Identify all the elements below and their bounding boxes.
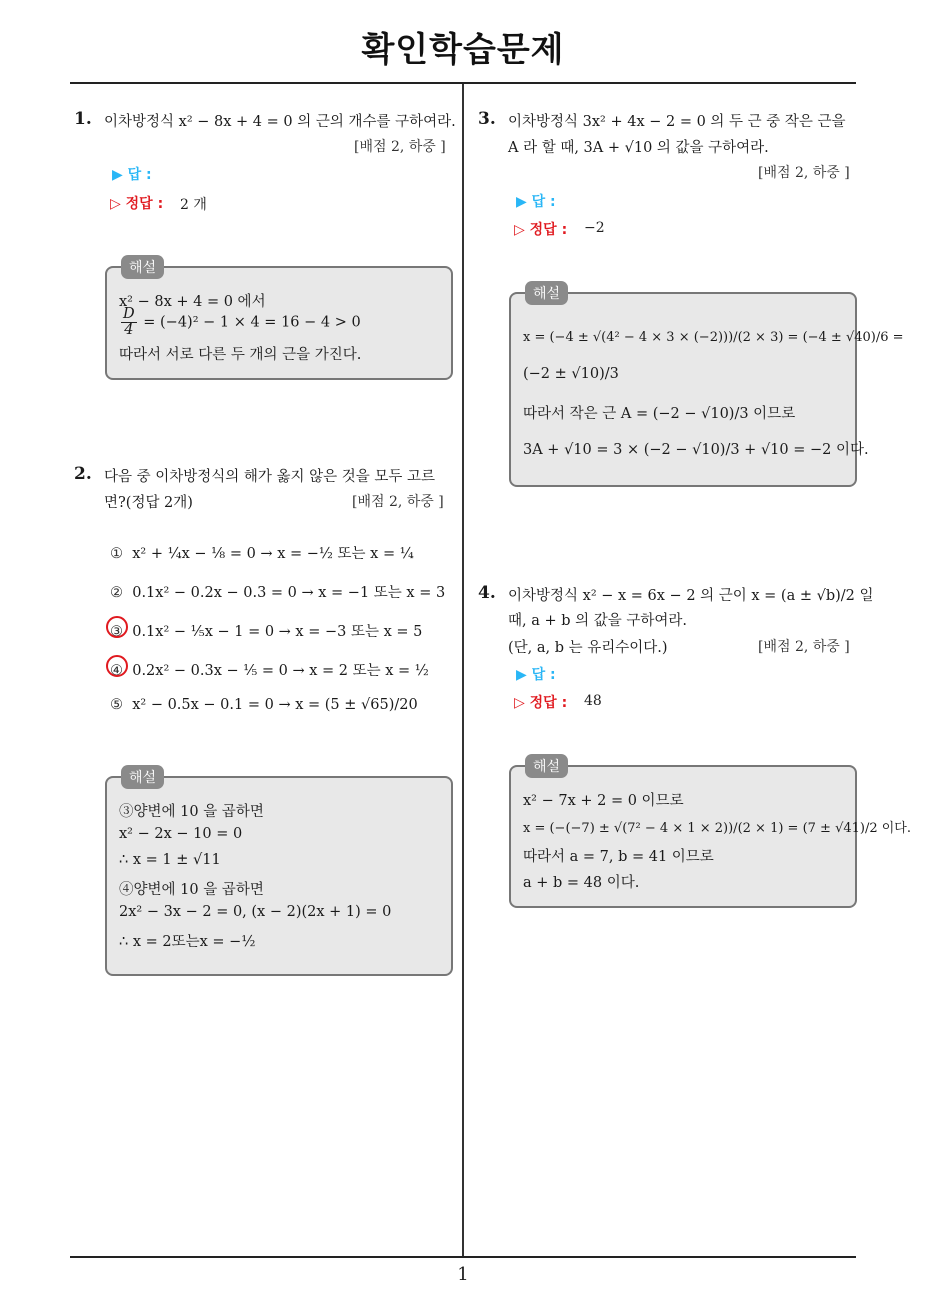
solution-line: ③양변에 10 을 곱하면: [119, 804, 264, 820]
choice-2: ② 0.1x² − 0.2x − 0.3 = 0 → x = −1 또는 x = 3: [110, 585, 446, 601]
solution-line: x² − 7x + 2 = 0 이므로: [523, 793, 684, 809]
solution-line: x = (−4 ± √(4² − 4 × 3 × (−2)))/(2 × 3) = (−4 ± √40)/6 =: [523, 330, 904, 345]
solution-tag: 해설: [121, 765, 164, 789]
solution-tag: 해설: [525, 754, 568, 778]
question-number: 2.: [74, 464, 92, 484]
solution-line: ④양변에 10 을 곱하면: [119, 882, 264, 898]
question-text: (단, a, b 는 유리수이다.): [508, 640, 668, 656]
bottom-rule: [70, 1256, 856, 1258]
choice-1: ① x² + ¼x − ⅛ = 0 → x = −½ 또는 x = ¼: [110, 546, 414, 562]
correct-label: ▷ 정답 :: [514, 222, 568, 238]
solution-line: x² − 2x − 10 = 0: [119, 826, 243, 842]
column-divider: [462, 84, 464, 1256]
question-text: 이차방정식 3x² + 4x − 2 = 0 의 두 근 중 작은 근을: [508, 114, 846, 130]
question-text: 이차방정식 x² − 8x + 4 = 0 의 근의 개수를 구하여라.: [104, 114, 456, 130]
solution-box: [509, 759, 911, 908]
solution-line: ∴ x = 1 ± √11: [119, 852, 221, 868]
question-number: 1.: [74, 109, 92, 129]
question-text: 이차방정식 x² − x = 6x − 2 의 근이 x = (a ± √b)/2 일: [508, 588, 874, 604]
question-number: 3.: [478, 109, 496, 129]
solution-line: x² − 8x + 4 = 0 에서: [119, 294, 266, 310]
question-number: 4.: [478, 583, 496, 603]
solution-line: (−2 ± √10)/3: [523, 366, 619, 382]
solution-tag: 해설: [121, 255, 164, 279]
question-meta: [배점 2, 하중 ]: [758, 639, 850, 655]
question-meta: [배점 2, 하중 ]: [758, 165, 850, 181]
correct-value: 2 개: [180, 197, 207, 213]
solution-line: x = (−(−7) ± √(7² − 4 × 1 × 2))/(2 × 1) = (7 ± √41)/2 이다.: [523, 821, 911, 836]
correct-label: ▷ 정답 :: [110, 196, 164, 212]
choice-4: ④ 0.2x² − 0.3x − ⅕ = 0 → x = 2 또는 x = ½: [110, 663, 429, 679]
question-text: 면?(정답 2개): [104, 495, 193, 511]
answer-label: ▶ 답 :: [516, 194, 556, 210]
solution-box: [105, 260, 453, 380]
page-title: 확인학습문제: [361, 30, 565, 70]
question-text: 다음 중 이차방정식의 해가 옳지 않은 것을 모두 고르: [104, 469, 436, 485]
solution-line: 따라서 서로 다른 두 개의 근을 가진다.: [119, 347, 362, 363]
question-meta: [배점 2, 하중 ]: [352, 494, 444, 510]
page-number: 1: [457, 1264, 469, 1285]
question-text: A 라 할 때, 3A + √10 의 값을 구하여라.: [508, 140, 769, 156]
choice-5: ⑤ x² − 0.5x − 0.1 = 0 → x = (5 ± √65)/20: [110, 697, 418, 713]
solution-line: ∴ x = 2또는x = −½: [119, 934, 256, 950]
solution-line: $\frac{D}{4}$ = (−4)² − 1 × 4 = 16 − 4 > 0: [123, 306, 361, 339]
solution-line: 따라서 a = 7, b = 41 이므로: [523, 849, 714, 865]
question-text: 때, a + b 의 값을 구하여라.: [508, 613, 688, 629]
correct-value: −2: [584, 220, 605, 236]
choice-3: ③ 0.1x² − ⅕x − 1 = 0 → x = −3 또는 x = 5: [110, 624, 423, 640]
solution-line: 2x² − 3x − 2 = 0, (x − 2)(2x + 1) = 0: [119, 904, 392, 920]
solution-line: 따라서 작은 근 A = (−2 − √10)/3 이므로: [523, 406, 796, 422]
question-meta: [배점 2, 하중 ]: [354, 139, 446, 155]
correct-label: ▷ 정답 :: [514, 695, 568, 711]
solution-box: [509, 286, 904, 487]
correct-value: 48: [584, 693, 602, 709]
selected-circle-mark: [106, 655, 128, 677]
solution-line: 3A + √10 = 3 × (−2 − √10)/3 + √10 = −2 이다.: [523, 442, 869, 458]
answer-label: ▶ 답 :: [516, 667, 556, 683]
solution-box: [105, 770, 453, 976]
solution-line: a + b = 48 이다.: [523, 875, 640, 891]
answer-label: ▶ 답 :: [112, 167, 152, 183]
selected-circle-mark: [106, 616, 128, 638]
solution-tag: 해설: [525, 281, 568, 305]
fraction: $\frac{D}{4}$: [123, 306, 135, 339]
